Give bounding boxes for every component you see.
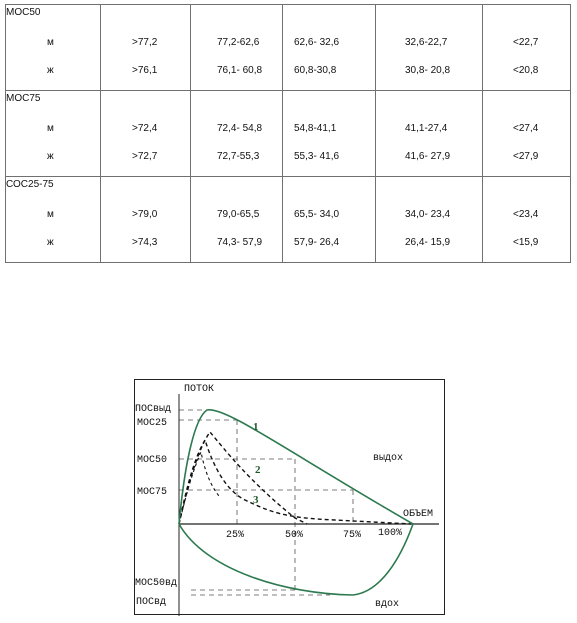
value: 26,4- 15,9 bbox=[405, 237, 451, 248]
value: >72,4 bbox=[132, 123, 158, 134]
value: 55,3- 41,6 bbox=[294, 151, 340, 162]
curve-1-number: 1 bbox=[253, 421, 259, 433]
value: 77,2-62,6 bbox=[217, 37, 260, 48]
value-cell bbox=[283, 5, 376, 91]
y-axis-label: ПОТОК bbox=[184, 384, 215, 395]
value: 72,4- 54,8 bbox=[217, 123, 263, 134]
value-cell bbox=[283, 91, 376, 177]
value: <22,7 bbox=[513, 37, 539, 48]
value-cell bbox=[191, 177, 283, 263]
value-cell bbox=[191, 91, 283, 177]
flow-volume-diagram bbox=[134, 379, 445, 615]
mos50-label: МОС50 bbox=[137, 455, 168, 466]
mos25-label: МОС25 bbox=[137, 418, 168, 429]
value: 41,6- 27,9 bbox=[405, 151, 451, 162]
value: <20,8 bbox=[513, 65, 539, 76]
x-tick-50: 50% bbox=[285, 530, 304, 541]
sex-label: ж bbox=[47, 237, 54, 248]
x-tick-25: 25% bbox=[226, 530, 245, 541]
x-tick-75: 75% bbox=[343, 530, 362, 541]
value: 32,6-22,7 bbox=[405, 37, 448, 48]
value: <27,9 bbox=[513, 151, 539, 162]
sex-label: м bbox=[47, 209, 54, 220]
group-cell bbox=[6, 177, 101, 263]
curve-1-exhale bbox=[179, 410, 413, 524]
mos50vd-label: МОС50вд bbox=[135, 578, 178, 589]
value: 72,7-55,3 bbox=[217, 151, 260, 162]
group-name: МОС50 bbox=[6, 7, 41, 18]
value-cell bbox=[101, 5, 191, 91]
inhale-label: вдох bbox=[375, 599, 400, 610]
value: >72,7 bbox=[132, 151, 158, 162]
value-cell bbox=[483, 91, 571, 177]
value-cell bbox=[376, 177, 483, 263]
value-cell bbox=[483, 177, 571, 263]
pos-vd-label: ПОСвд bbox=[136, 597, 167, 608]
x-tick-100: 100% bbox=[378, 528, 403, 539]
flow-volume-svg bbox=[135, 380, 446, 616]
value-cell bbox=[191, 5, 283, 91]
sex-label: м bbox=[47, 37, 54, 48]
value: >79,0 bbox=[132, 209, 158, 220]
value: <27,4 bbox=[513, 123, 539, 134]
table-row bbox=[6, 177, 571, 263]
value-cell bbox=[101, 91, 191, 177]
group-name: МОС75 bbox=[6, 93, 41, 104]
value: 57,9- 26,4 bbox=[294, 237, 340, 248]
curve-2 bbox=[179, 432, 307, 524]
value: 76,1- 60,8 bbox=[217, 65, 263, 76]
value-cell bbox=[101, 177, 191, 263]
table-row bbox=[6, 91, 571, 177]
pos-vyd-label: ПОСвыд bbox=[135, 404, 172, 415]
sex-label: м bbox=[47, 123, 54, 134]
value: >76,1 bbox=[132, 65, 158, 76]
value: 41,1-27,4 bbox=[405, 123, 448, 134]
value: 60,8-30,8 bbox=[294, 65, 337, 76]
reference-lines bbox=[179, 410, 353, 595]
value-cell bbox=[283, 177, 376, 263]
value: 74,3- 57,9 bbox=[217, 237, 263, 248]
x-axis-label: ОБЪЕМ bbox=[403, 509, 434, 520]
value: 79,0-65,5 bbox=[217, 209, 260, 220]
value: <15,9 bbox=[513, 237, 539, 248]
norms-table bbox=[5, 4, 571, 263]
group-cell bbox=[6, 5, 101, 91]
group-cell bbox=[6, 91, 101, 177]
value: 65,5- 34,0 bbox=[294, 209, 340, 220]
value: >74,3 bbox=[132, 237, 158, 248]
value: 62,6- 32,6 bbox=[294, 37, 340, 48]
value-cell bbox=[376, 5, 483, 91]
group-name: СОС25-75 bbox=[6, 179, 54, 190]
curve-2-number: 2 bbox=[255, 464, 261, 476]
exhale-label: выдох bbox=[373, 453, 404, 464]
sex-label: ж bbox=[47, 151, 54, 162]
value: <23,4 bbox=[513, 209, 539, 220]
value: 34,0- 23,4 bbox=[405, 209, 451, 220]
curve-3-number: 3 bbox=[253, 494, 259, 506]
mos75-label: МОС75 bbox=[137, 487, 168, 498]
table-row bbox=[6, 5, 571, 91]
value-cell bbox=[376, 91, 483, 177]
sex-label: ж bbox=[47, 65, 54, 76]
value: 54,8-41,1 bbox=[294, 123, 337, 134]
value: >77,2 bbox=[132, 37, 158, 48]
value-cell bbox=[483, 5, 571, 91]
value: 30,8- 20,8 bbox=[405, 65, 451, 76]
